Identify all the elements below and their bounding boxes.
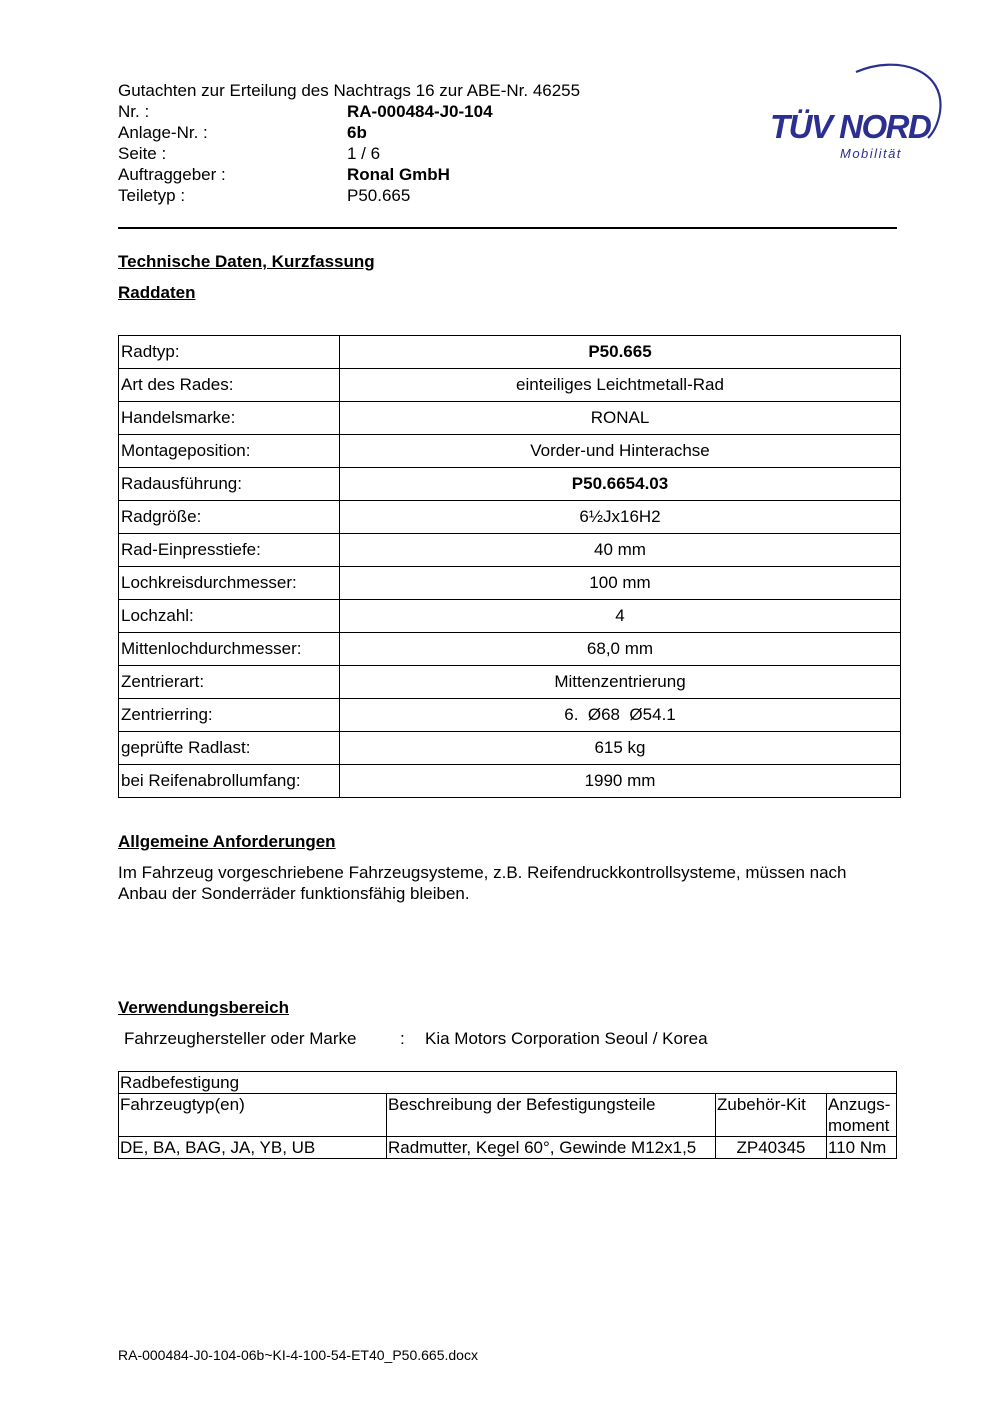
header-label: Anlage-Nr. :: [118, 123, 208, 142]
header-label: Auftraggeber :: [118, 165, 226, 184]
section-heading-usage: Verwendungsbereich: [118, 998, 289, 1017]
maker-separator: :: [400, 1029, 405, 1048]
table-caption: Radbefestigung: [119, 1072, 897, 1094]
table-key: Radtyp:: [119, 336, 340, 369]
table-key: Radausführung:: [119, 468, 340, 501]
table-key: Radgröße:: [119, 501, 340, 534]
svg-text:TÜV NORD: TÜV NORD: [770, 108, 931, 145]
column-header: Fahrzeugtyp(en): [119, 1094, 387, 1137]
header-value: RA-000484-J0-104: [347, 102, 493, 121]
table-value: 68,0 mm: [340, 633, 901, 666]
table-row: [119, 501, 901, 534]
table-row: [119, 468, 901, 501]
header-row-anlage: [118, 122, 580, 143]
column-header: Beschreibung der Befestigungsteile: [387, 1094, 716, 1137]
table-key: Mittenlochdurchmesser:: [119, 633, 340, 666]
tuv-nord-logo: [768, 60, 948, 170]
header-value: 6b: [347, 123, 367, 142]
requirements-paragraph: Im Fahrzeug vorgeschriebene Fahrzeugsysteme, z.B. Reifendruckkontrollsysteme, müssen nach Anbau der Sonderräder funktionsfähig bleiben.: [118, 863, 847, 903]
header-value: Ronal GmbH: [347, 165, 450, 184]
table-key: Zentrierring:: [119, 699, 340, 732]
table-row: [119, 336, 901, 369]
table-row: [119, 534, 901, 567]
maker-value: Kia Motors Corporation Seoul / Korea: [425, 1029, 708, 1048]
header-value: 1 / 6: [347, 144, 381, 163]
header-row-nr: [118, 101, 580, 122]
table-value: 4: [340, 600, 901, 633]
table-key: Handelsmarke:: [119, 402, 340, 435]
header-value: P50.665: [347, 186, 411, 205]
document-title: Gutachten zur Erteilung des Nachtrags 16 zur ABE-Nr. 46255: [118, 81, 581, 100]
table-value: 1990 mm: [340, 765, 901, 798]
table-cell: DE, BA, BAG, JA, YB, UB: [119, 1137, 387, 1159]
table-value: Vorder-und Hinterachse: [340, 435, 901, 468]
table-value: P50.6654.03: [340, 468, 901, 501]
table-key: Lochzahl:: [119, 600, 340, 633]
table-key: bei Reifenabrollumfang:: [119, 765, 340, 798]
header-row-seite: [118, 143, 580, 164]
table-key: Zentrierart:: [119, 666, 340, 699]
header-divider: [118, 227, 897, 229]
document-footer: RA-000484-J0-104-06b~KI-4-100-54-ET40_P50.665.docx: [118, 1347, 478, 1363]
table-row: [119, 699, 901, 732]
table-row: [119, 1137, 897, 1159]
table-caption-row: [119, 1072, 897, 1094]
table-value: P50.665: [340, 336, 901, 369]
table-value: 6½Jx16H2: [340, 501, 901, 534]
header-label: Teiletyp :: [118, 186, 186, 205]
table-key: geprüfte Radlast:: [119, 732, 340, 765]
section-heading-wheel: Raddaten: [118, 283, 196, 302]
table-cell: ZP40345: [716, 1137, 827, 1159]
svg-text:Mobilität: Mobilität: [840, 146, 902, 161]
column-header: Zubehör-Kit: [716, 1094, 827, 1137]
table-value: 100 mm: [340, 567, 901, 600]
header-row-teiletyp: [118, 185, 580, 206]
header-row-auftraggeber: [118, 164, 580, 185]
table-key: Montageposition:: [119, 435, 340, 468]
table-cell: 110 Nm: [827, 1137, 897, 1159]
table-value: 40 mm: [340, 534, 901, 567]
table-row: [119, 402, 901, 435]
table-value: Mittenzentrierung: [340, 666, 901, 699]
section-heading-technical: Technische Daten, Kurzfassung: [118, 252, 375, 271]
wheel-fixing-table: [118, 1071, 897, 1159]
document-header: [118, 80, 580, 206]
wheel-data-table: [118, 335, 901, 798]
header-label: Nr. :: [118, 102, 150, 121]
table-key: Rad-Einpresstiefe:: [119, 534, 340, 567]
table-key: Lochkreisdurchmesser:: [119, 567, 340, 600]
table-key: Art des Rades:: [119, 369, 340, 402]
table-row: [119, 369, 901, 402]
table-value: 6. Ø68 Ø54.1: [340, 699, 901, 732]
table-row: [119, 435, 901, 468]
tuv-nord-logo-graphic: [768, 60, 948, 170]
vehicle-maker-line: [124, 1029, 708, 1049]
table-value: RONAL: [340, 402, 901, 435]
table-row: [119, 732, 901, 765]
table-row: [119, 666, 901, 699]
table-row: [119, 765, 901, 798]
table-cell: Radmutter, Kegel 60°, Gewinde M12x1,5: [387, 1137, 716, 1159]
table-header-row: [119, 1094, 897, 1137]
table-row: [119, 633, 901, 666]
maker-label: Fahrzeughersteller oder Marke: [124, 1029, 357, 1048]
table-value: einteiliges Leichtmetall-Rad: [340, 369, 901, 402]
header-label: Seite :: [118, 144, 167, 163]
section-heading-requirements: Allgemeine Anforderungen: [118, 832, 336, 851]
table-value: 615 kg: [340, 732, 901, 765]
column-header: Anzugs-moment: [827, 1094, 897, 1137]
table-row: [119, 567, 901, 600]
table-row: [119, 600, 901, 633]
